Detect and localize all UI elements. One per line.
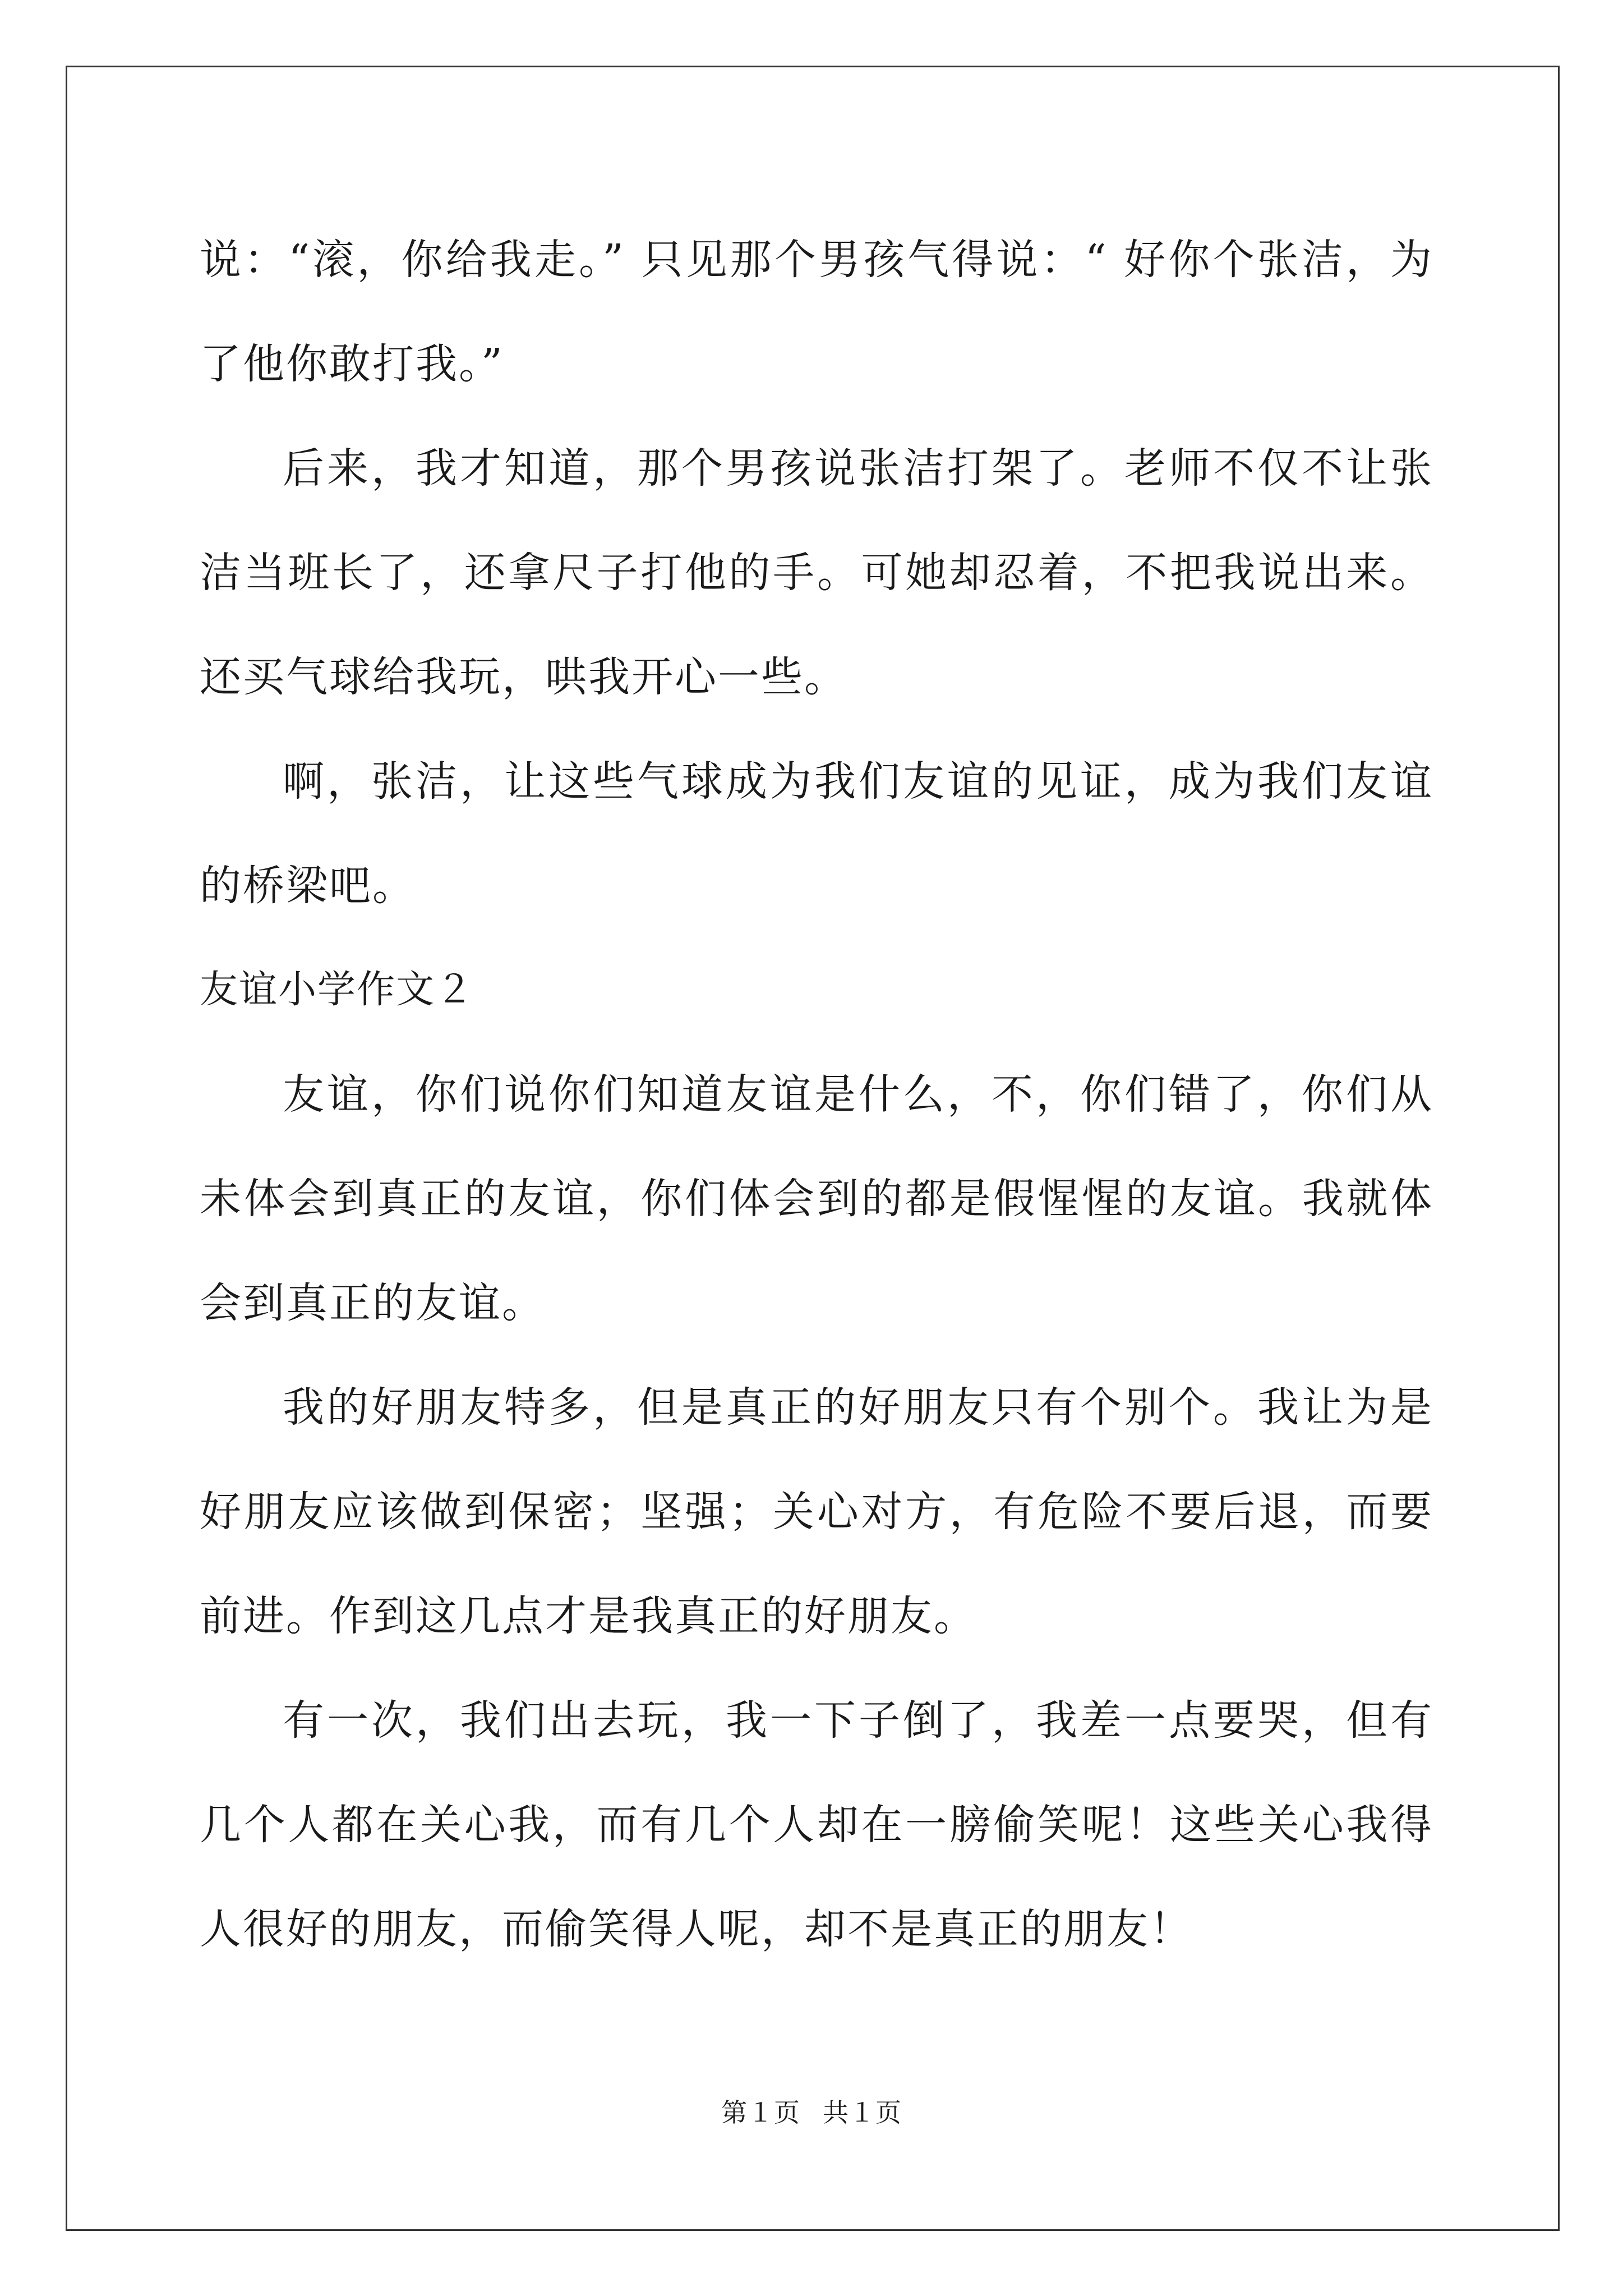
paragraph: 友谊，你们说你们知道友谊是什么，不，你们错了，你们从未体会到真正的友谊，你们体会到的都是假惺惺的友谊。我就体会到真正的友谊。 xyxy=(200,1070,1433,1327)
document-body xyxy=(200,208,1433,1981)
page-number: 第１页 xyxy=(721,2097,800,2128)
page-footer xyxy=(0,2092,1623,2129)
page-total: 共１页 xyxy=(823,2097,902,2128)
paragraph: 有一次，我们出去玩，我一下子倒了，我差一点要哭，但有几个人都在关心我，而有几个人却在一膀偷笑呢！这些关心我得人很好的朋友，而偷笑得人呢，却不是真正的朋友！ xyxy=(200,1696,1433,1953)
paragraph: 啊，张洁，让这些气球成为我们友谊的见证，成为我们友谊的桥梁吧。 xyxy=(200,757,1433,910)
paragraph: 我的好朋友特多，但是真正的好朋友只有个别个。我让为是好朋友应该做到保密；坚强；关心对方，有危险不要后退，而要前进。作到这几点才是我真正的好朋友。 xyxy=(200,1383,1433,1640)
paragraph: 后来，我才知道，那个男孩说张洁打架了。老师不仅不让张洁当班长了，还拿尺子打他的手。可她却忍着，不把我说出来。 还买气球给我玩，哄我开心一些。 xyxy=(200,444,1433,701)
section-heading: 友谊小学作文２ xyxy=(200,968,475,1012)
paragraph: 说：“滚，你给我走。” 只见那个男孩气得说：“ 好你个张洁，为了他你敢打我。” xyxy=(200,236,1433,388)
